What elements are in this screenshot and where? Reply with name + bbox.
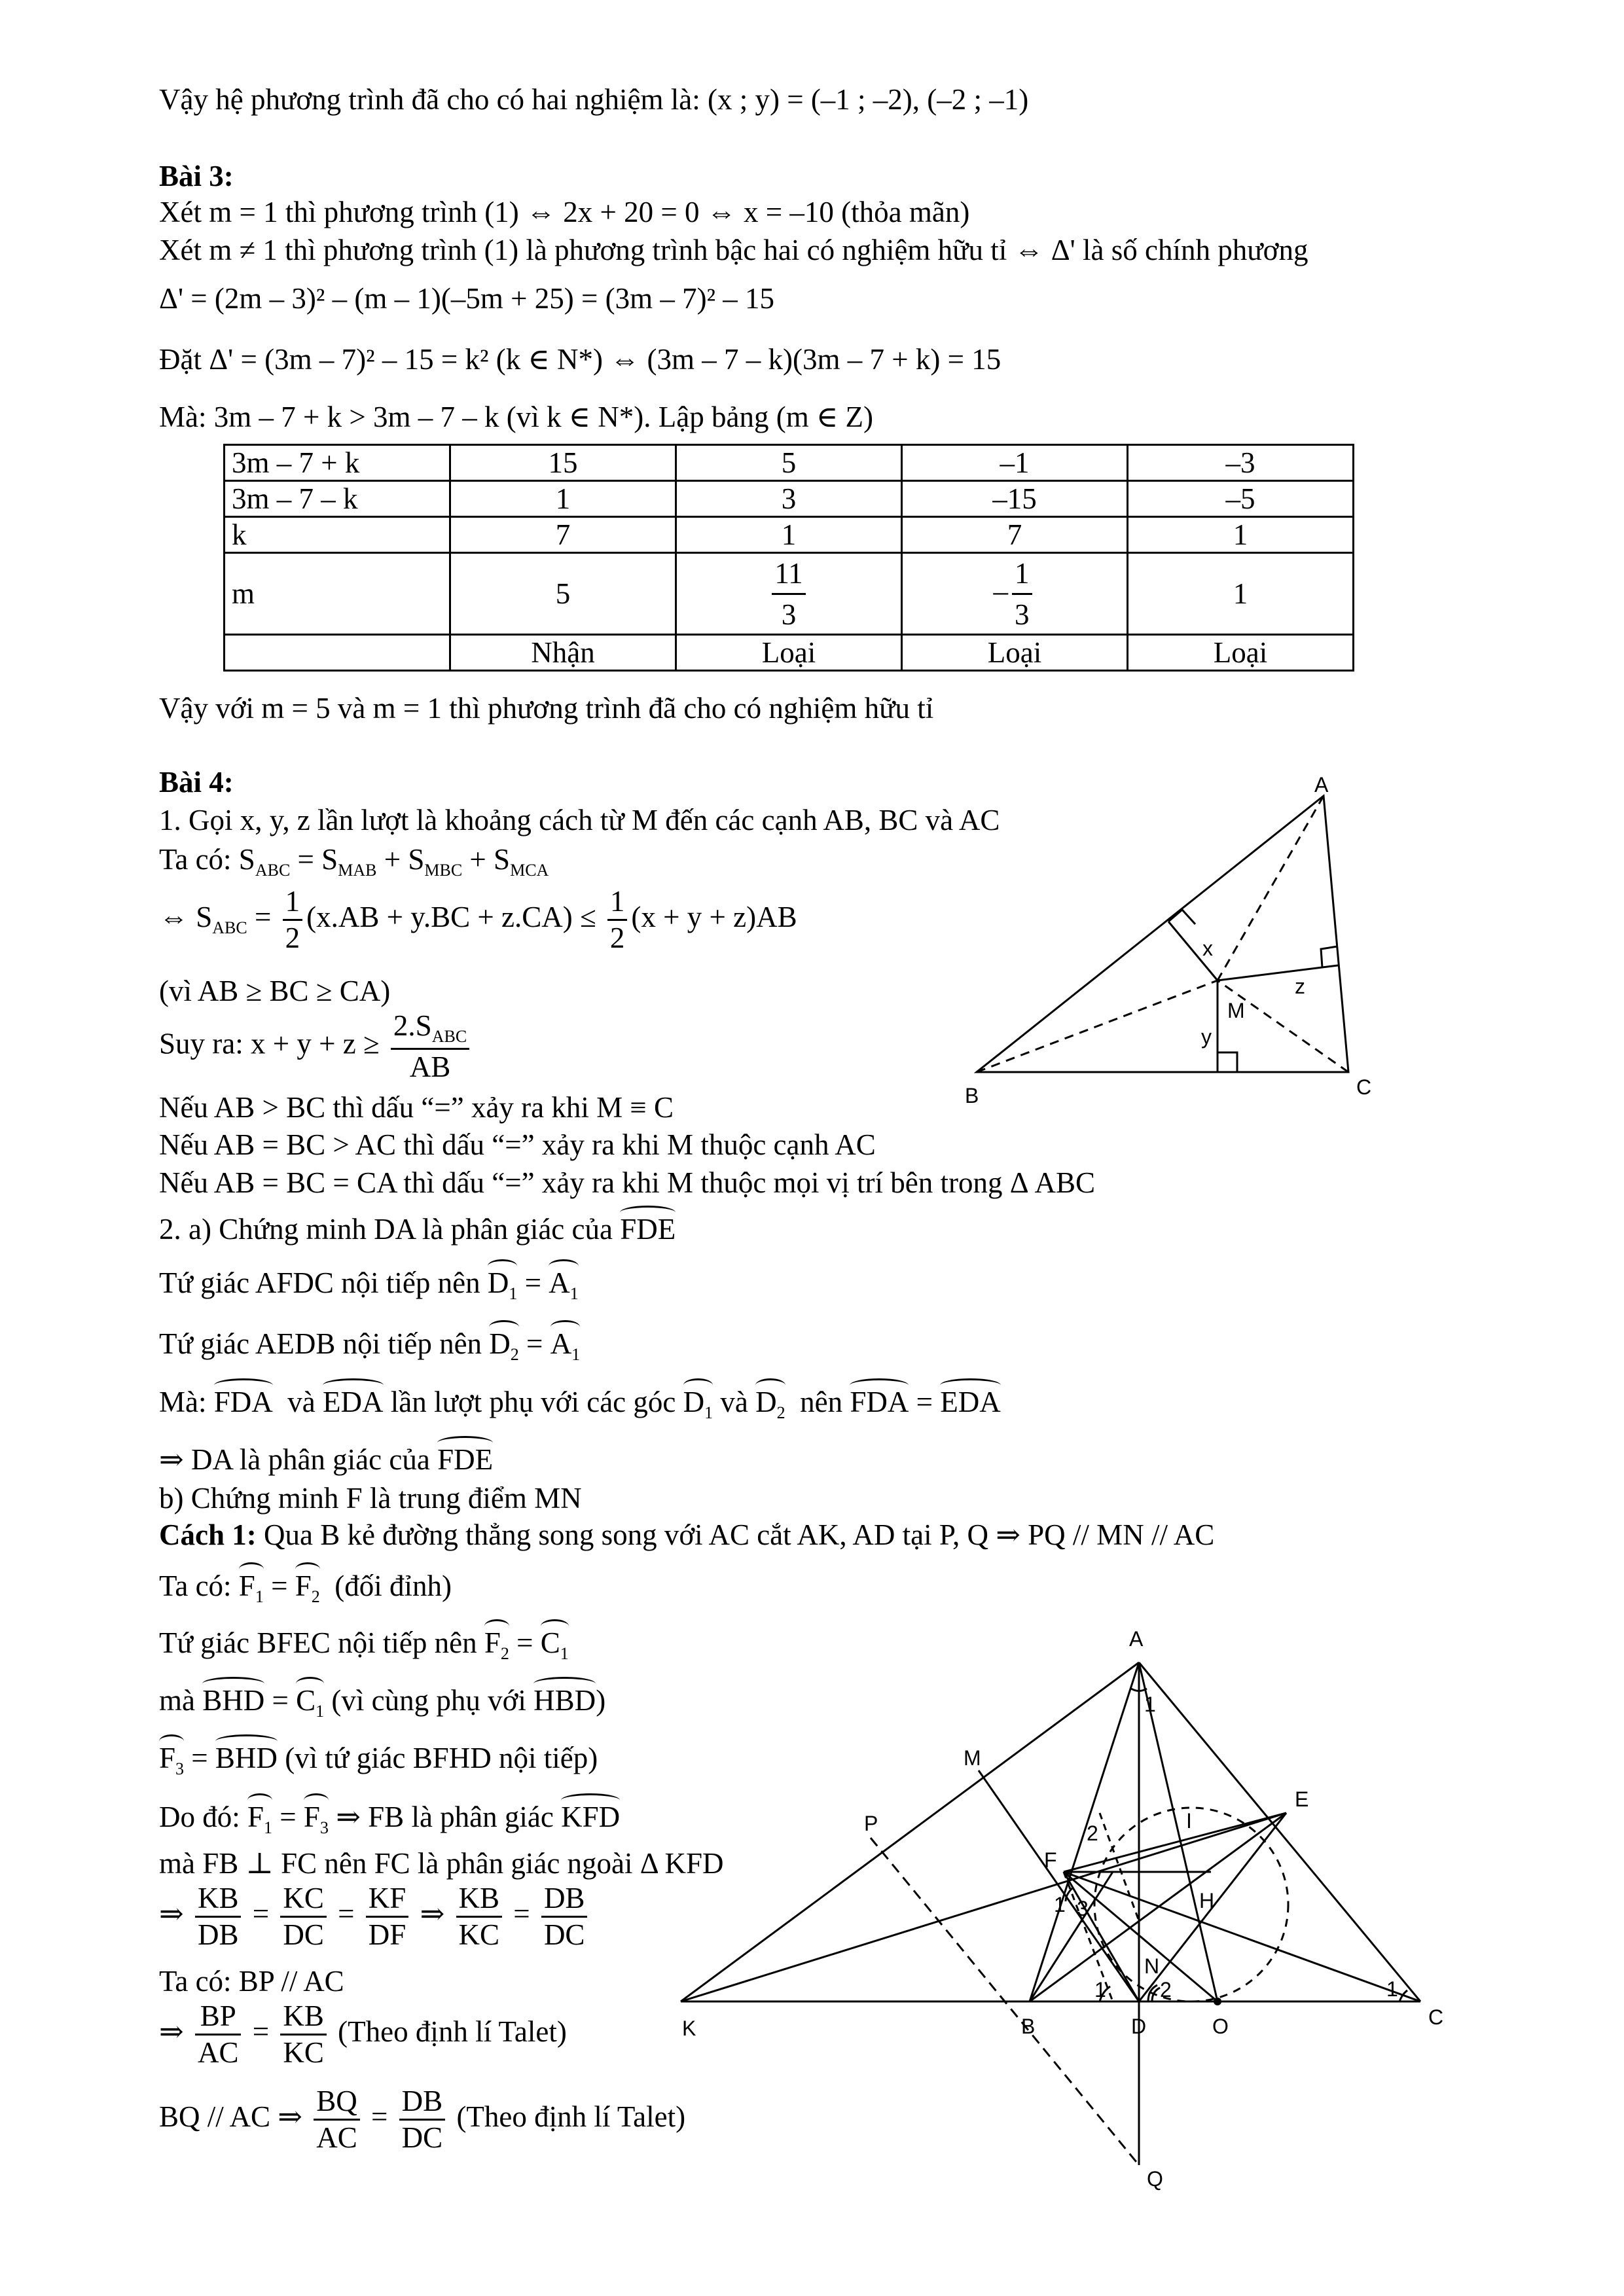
label-angle-D2: 2 [1160,1978,1172,2001]
table-cell: 3m – 7 + k [225,445,450,481]
label-N: N [1144,1954,1160,1978]
label-angle-F2: 2 [1087,1821,1098,1845]
formula-delta: Δ' = (2m – 3)² – (m – 1)(–5m + 25) = (3m – 7)² – 15 [159,282,775,315]
label-A: A [1129,1627,1144,1651]
label-O: O [1212,2015,1229,2038]
text-line: Xét m ≠ 1 thì phương trình (1) là phương trình bậc hai có nghiệm hữu tỉ ⇔ Δ' là số chính phương [159,234,1308,266]
formula-ratio-3: BQ // AC ⇒ $\frac{BQ}{AC}$ = $\frac{DB}{DC}$ (Theo định lí Talet) [159,2085,686,2154]
table-cell: 1 [676,517,902,553]
table-cell: m [225,553,450,635]
text-line: $F_3$ = BHD (vì tứ giác BFHD nội tiếp) [159,1733,598,1778]
table-cell: k [225,517,450,553]
table-cell [902,553,1128,635]
table-cell: 7 [902,517,1128,553]
table-cell: –1 [902,445,1128,481]
text-line: Ta có: $F_1 = F_2$ (đối đỉnh) [159,1561,452,1605]
text-line: 1. Gọi x, y, z lần lượt là khoảng cách từ M đến các cạnh AB, BC và AC [159,804,1000,836]
label-A: A [1314,773,1329,797]
text-line: Mà: 3m – 7 + k > 3m – 7 – k (vì k ∈ N*). Lập bảng (m ∈ Z) [159,401,873,433]
table-row [225,481,1354,517]
text-line: Cách 1: Qua B kẻ đường thẳng song song với AC cắt AK, AD tại P, Q ⇒ PQ // MN // AC [159,1518,1215,1551]
point-O [1214,1998,1221,2005]
heading-bai3: Bài 3: [159,160,234,192]
table-cell: Loại [676,635,902,671]
table-cell [676,553,902,635]
text-line: (vì AB ≥ BC ≥ CA) [159,975,391,1007]
text-line: Nếu AB > BC thì dấu “=” xảy ra khi M ≡ C [159,1091,674,1124]
heading-bai4: Bài 4: [159,766,234,798]
text-line: b) Chứng minh F là trung điểm MN [159,1482,582,1515]
table-row [225,517,1354,553]
text-line: mà FB ⊥ FC nên FC là phân giác ngoài Δ KFD [159,1847,724,1880]
label-angle-F1: 1 [1054,1893,1066,1916]
table-row [225,445,1354,481]
frac-num: 1 [1012,556,1032,595]
label-B: B [965,1084,979,1107]
table-row [225,635,1354,671]
label-H: H [1199,1889,1215,1912]
table-cell: –3 [1128,445,1354,481]
label-C: C [1356,1075,1372,1099]
label-E: E [1295,1787,1309,1811]
table-cell: 5 [450,553,676,635]
text-line: Tứ giác BFEC nội tiếp nên $F_2 = C_1$ [159,1618,569,1662]
formula-ratio-2: ⇒ $\frac{BP}{AC}$ = $\frac{KB}{KC}$ (Theo định lí Talet) [159,2000,567,2069]
formula-area-ineq: ⇔ $S_{ABC}$ = $\frac{1}{2}$ (x.AB + y.BC + z.CA) ≤ $\frac{1}{2}$ (x + y + z)AB [159,885,797,954]
label-angle-A1: 1 [1144,1693,1156,1716]
triangle-figure-1 [956,772,1414,1113]
table-cell: –5 [1128,481,1354,517]
table-cell: Loại [902,635,1128,671]
table-cell: –15 [902,481,1128,517]
table-cell: 3 [676,481,902,517]
frac-den: 3 [1015,598,1030,631]
table-cell: 7 [450,517,676,553]
text-line: mà BHD = $C_1$ (vì cùng phụ với HBD) [159,1676,605,1720]
text-line: Xét m = 1 thì phương trình (1) ⇔ 2x + 20 = 0 ⇔ x = –10 (thỏa mãn) [159,196,970,228]
label-C: C [1428,2005,1444,2029]
label-K: K [682,2017,696,2040]
frac-num: 11 [772,556,805,595]
triangle-abc [977,796,1348,1072]
table-cell: 15 [450,445,676,481]
text-line: Nếu AB = BC = CA thì dấu “=” xảy ra khi M thuộc mọi vị trí bên trong Δ ABC [159,1166,1095,1199]
label-z: z [1295,975,1305,998]
m-k-table [223,444,1354,672]
label-P: P [864,1812,878,1835]
circle-dashed [1094,1808,1288,2001]
label-M: M [964,1746,981,1770]
text-line: Nếu AB = BC > AC thì dấu “=” xảy ra khi M thuộc cạnh AC [159,1128,876,1161]
table-cell: 1 [1128,553,1354,635]
table-cell: 1 [1128,517,1354,553]
table-cell: 5 [676,445,902,481]
table-cell: Nhận [450,635,676,671]
label-I: I [1186,1809,1192,1833]
table-cell: 1 [450,481,676,517]
table-cell: 3m – 7 – k [225,481,450,517]
text-line: Do đó: $F_1 = F_3$ ⇒ FB là phân giác KFD [159,1792,620,1837]
formula-ratio-1: ⇒ $\frac{KB}{DB}$ = $\frac{KC}{DC}$ = $\frac{KF}{DF}$ ⇒ $\frac{KB}{KC}$ = $\frac{DB}{DC}$ [159,1884,591,1950]
label-angle-D1: 1 [1094,1978,1106,2001]
text-line-conclusion-prev: Vậy hệ phương trình đã cho có hai nghiệm là: (x ; y) = (–1 ; –2), (–2 ; –1) [159,83,1029,116]
table-cell [225,635,450,671]
triangle-figure-2 [668,1620,1466,2196]
label-angle-C1: 1 [1386,1977,1398,2001]
label-Q: Q [1147,2167,1163,2191]
text-line: Tứ giác AFDC nội tiếp nên $D_1 = A_1$ [159,1258,579,1302]
label-F: F [1044,1848,1057,1872]
label-x: x [1202,937,1213,960]
text-line: Ta có: BP // AC [159,1965,344,1998]
label-B: B [1021,2015,1036,2038]
table-row [225,553,1354,635]
label-angle-F3: 3 [1077,1897,1089,1920]
formula-set-k: Đặt Δ' = (3m – 7)² – 15 = k² (k ∈ N*) ⇔ (3m – 7 – k)(3m – 7 + k) = 15 [159,343,1001,376]
text-line: Vậy với m = 5 và m = 1 thì phương trình đã cho có nghiệm hữu tỉ [159,692,934,725]
text-line: 2. a) Chứng minh DA là phân giác của FDE [159,1204,676,1244]
label-y: y [1201,1025,1212,1049]
text-line: Tứ giác AEDB nội tiếp nên $D_2 = A_1$ [159,1319,580,1363]
table-cell: Loại [1128,635,1354,671]
frac-den: 3 [781,598,797,631]
label-D: D [1131,2015,1147,2038]
label-M: M [1227,999,1245,1022]
formula-sum-bound: Suy ra: x + y + z ≥ $\frac{2.S_{ABC}}{AB}$ [159,1011,473,1082]
formula-area-sum: Ta có: $S_{ABC} = S_{MAB} + S_{MBC} + S_{MCA}$ [159,843,549,880]
text-line: ⇒ DA là phân giác của FDE [159,1435,493,1475]
text-line: Mà: FDA và EDA lần lượt phụ với các góc $D_1$ và $D_2$ nên FDA = EDA [159,1377,1001,1422]
minus-sign: – [993,574,1008,607]
